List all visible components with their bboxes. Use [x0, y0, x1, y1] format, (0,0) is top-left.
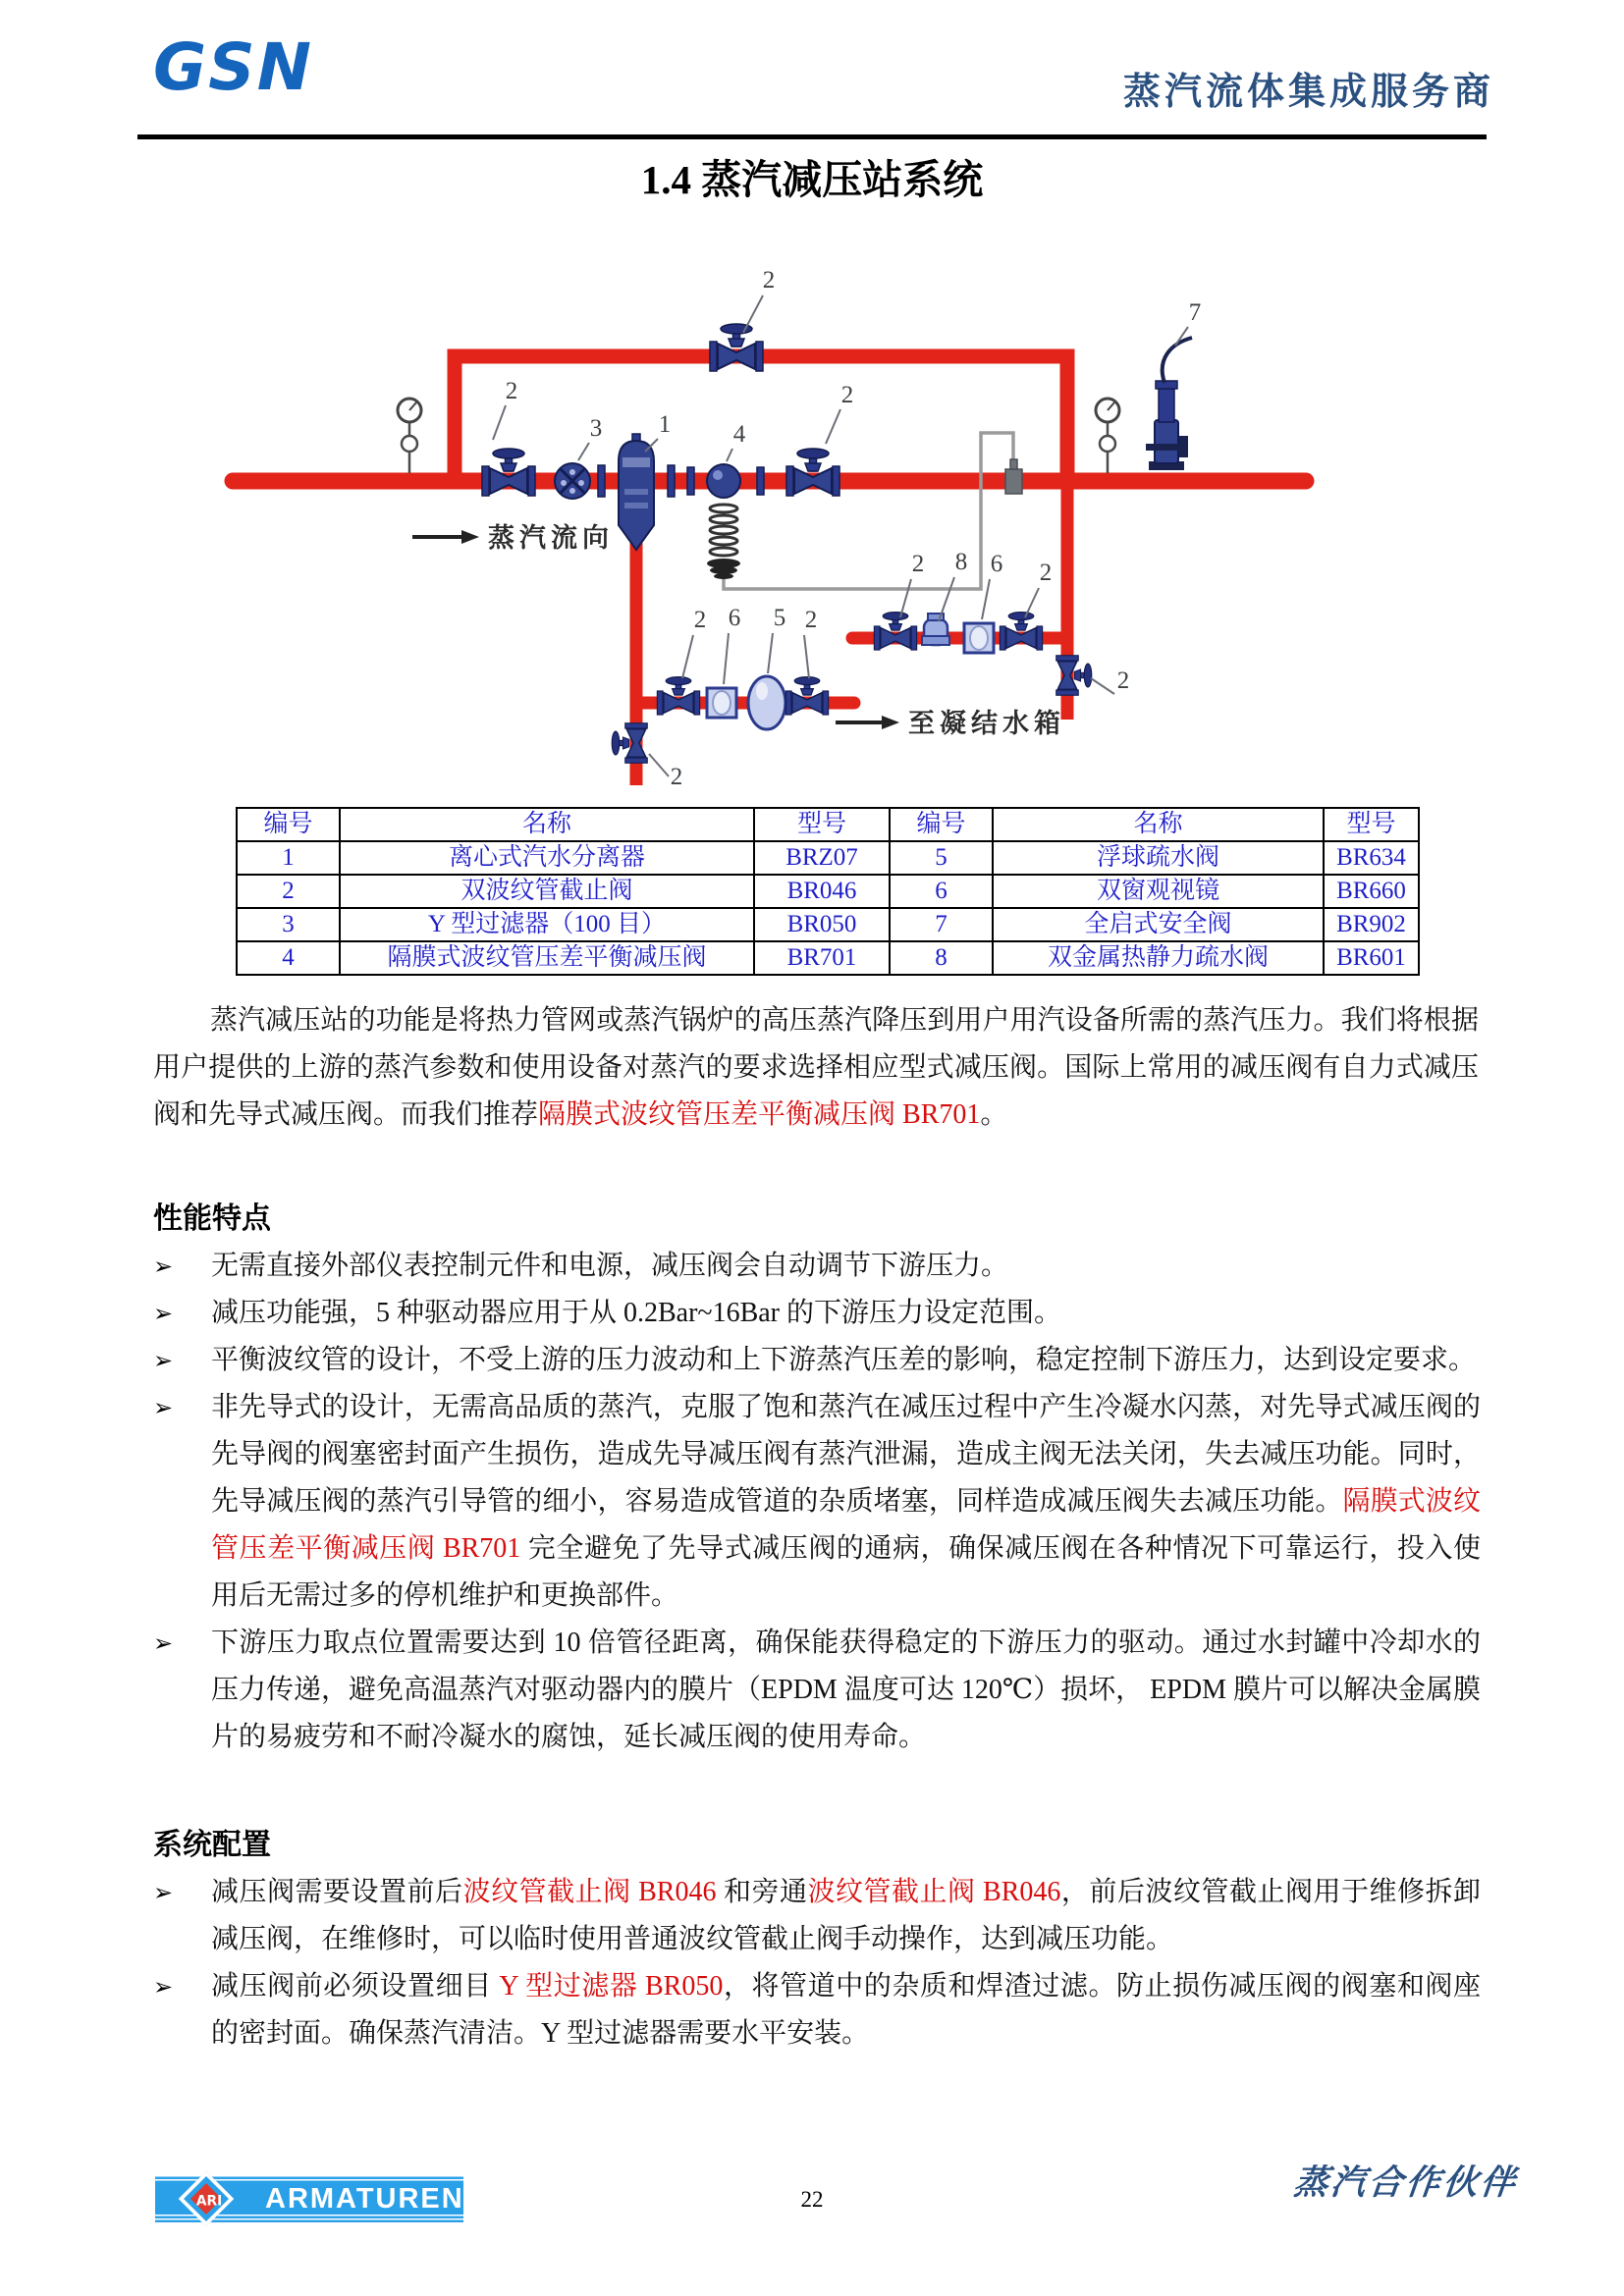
callout-number: 1 [658, 411, 672, 438]
callout-leader-line [939, 577, 954, 621]
callout-leader-line [727, 449, 732, 461]
table-cell: 浮球疏水阀 [993, 841, 1324, 875]
bullet-text [211, 1620, 1481, 1761]
table-cell: 5 [890, 841, 993, 875]
callout-number: 7 [1188, 299, 1202, 326]
table-cell: BR634 [1324, 841, 1419, 875]
callout-leader-line [768, 633, 773, 673]
callout-leader-line [578, 443, 589, 460]
bullet-item [153, 1620, 1481, 1761]
body-text-segment: 下游压力取点位置需要达到 10 倍管径距离，确保能获得稳定的下游压力的驱动。通过水封罐中冷却水的压力传递，避免高温蒸汽对驱动器内的膜片（EPDM 温度可达 120℃）损坏， EPDM 膜片可以解决金属膜片的易疲劳和不耐冷凝水的腐蚀，延长减压阀的使用寿命。 [211, 1628, 1481, 1752]
pressure-gauge-left [398, 399, 421, 473]
callout-number: 6 [990, 551, 1003, 577]
component-table-body [237, 841, 1419, 975]
body-text-segment: ，前后波纹管截止阀用于维修拆卸减压阀，在维修时，可以临时使用普通波纹管截止阀手动操作，达到减压功能。 [211, 1877, 1481, 1954]
page-title: 1.4 蒸汽减压站系统 [640, 157, 984, 202]
table-cell: BR050 [754, 908, 890, 941]
callout-leader-line [900, 579, 911, 617]
callout-number: 2 [804, 607, 818, 633]
table-row [237, 841, 1419, 875]
page-number: 22 [800, 2187, 824, 2212]
flow-direction [412, 522, 614, 553]
intro-paragraph [153, 997, 1479, 1139]
highlight-red-text: 波纹管截止阀 BR046 [462, 1877, 717, 1907]
table-row [237, 908, 1419, 941]
callout-leader-line [804, 635, 809, 678]
bullet-marker-icon: ➢ [153, 1629, 174, 1657]
table-header-cell: 型号 [754, 808, 890, 841]
table-cell: 3 [237, 908, 340, 941]
table-row [237, 941, 1419, 975]
table-cell: BR902 [1324, 908, 1419, 941]
callout-leader-line [982, 579, 990, 619]
body-text-segment: 无需直接外部仪表控制元件和电源，减压阀会自动调节下游压力。 [211, 1251, 1009, 1281]
ari-brand-text: ARMATUREN [265, 2183, 464, 2215]
bullet-item [153, 1290, 1481, 1337]
highlight-red-text: 隔膜式波纹管压差平衡减压阀 BR701 [211, 1486, 1481, 1564]
header-slogan: 蒸汽流体集成服务商 [1122, 72, 1494, 113]
callout-leader-line [649, 754, 669, 776]
performance-bullet-list [153, 1243, 1481, 1761]
y-strainer [555, 463, 590, 499]
bullet-item [153, 1384, 1481, 1620]
callout-leader-line [493, 405, 506, 440]
steam-separator [619, 434, 654, 550]
flow-label: 蒸汽流向 [488, 523, 614, 553]
table-cell: Y 型过滤器（100 目） [340, 908, 754, 941]
bullet-marker-icon: ➢ [153, 1973, 174, 2001]
callout-number: 2 [1039, 560, 1053, 586]
ari-diamond-icon: ARI [179, 2171, 235, 2227]
section-heading-performance: 性能特点 [153, 1202, 271, 1235]
table-cell: BRZ07 [754, 841, 890, 875]
table-cell: 隔膜式波纹管压差平衡减压阀 [340, 941, 754, 975]
condensate-label: 至凝结水箱 [908, 709, 1065, 738]
table-cell: BR660 [1324, 875, 1419, 908]
bimetal-trap [922, 614, 949, 645]
table-cell: 离心式汽水分离器 [340, 841, 754, 875]
table-cell: 2 [237, 875, 340, 908]
bullet-item [153, 1869, 1481, 1963]
bullet-text [211, 1384, 1481, 1620]
component-table-head-row [237, 808, 1419, 841]
bullet-item [153, 1243, 1481, 1290]
table-row [237, 875, 1419, 908]
callout-leader-line [826, 409, 840, 444]
table-cell: BR601 [1324, 941, 1419, 975]
callout-number: 2 [911, 551, 925, 577]
table-cell: BR046 [754, 875, 890, 908]
bullet-item [153, 1337, 1481, 1384]
piping-diagram [0, 243, 1624, 809]
highlight-red-text: 波纹管截止阀 BR046 [807, 1877, 1061, 1907]
callout-number: 2 [693, 607, 707, 633]
table-header-cell: 名称 [993, 808, 1324, 841]
callout-number: 5 [773, 605, 786, 631]
bullet-text [211, 1243, 1481, 1290]
impulse-line [724, 433, 1013, 589]
callout-number: 4 [732, 421, 746, 448]
table-cell: 6 [890, 875, 993, 908]
table-cell: 双金属热静力疏水阀 [993, 941, 1324, 975]
safety-valve [1146, 338, 1192, 470]
callout-number: 6 [728, 605, 741, 631]
callout-leader-line [724, 633, 729, 684]
bullet-marker-icon: ➢ [153, 1300, 174, 1327]
pressure-tap-fitting [1005, 459, 1022, 494]
bullet-text [211, 1337, 1481, 1384]
table-cell: 7 [890, 908, 993, 941]
table-cell: BR701 [754, 941, 890, 975]
callout-number: 2 [505, 378, 518, 404]
body-text-segment: 减压功能强，5 种驱动器应用于从 0.2Bar~16Bar 的下游压力设定范围。 [211, 1298, 1062, 1328]
table-header-cell: 编号 [237, 808, 340, 841]
bypass-stop-valve [710, 324, 763, 371]
body-text-segment: 和旁通 [716, 1877, 808, 1907]
body-text-segment: 平衡波纹管的设计，不受上游的压力波动和上下游蒸汽压差的影响，稳定控制下游压力，达到设定要求。 [211, 1345, 1477, 1375]
callout-number: 2 [840, 382, 854, 408]
table-header-cell: 名称 [340, 808, 754, 841]
sight-glass [964, 623, 994, 653]
pressure-gauge-right [1096, 399, 1119, 473]
component-table [236, 807, 1420, 976]
bullet-text [211, 1963, 1481, 2057]
body-text-segment: 。 [980, 1099, 1008, 1130]
header-divider [137, 134, 1487, 139]
highlight-red-text: 隔膜式波纹管压差平衡减压阀 BR701 [538, 1099, 981, 1130]
section-heading-configuration: 系统配置 [153, 1829, 271, 1861]
table-cell: 全启式安全阀 [993, 908, 1324, 941]
body-text-segment: 减压阀需要设置前后 [211, 1877, 463, 1907]
pressure-reducing-valve [707, 464, 740, 579]
callout-leader-line [1025, 588, 1039, 617]
body-text-segment: 蒸汽减压站的功能是将热力管网或蒸汽锅炉的高压蒸汽降压到用户用汽设备所需的蒸汽压力。我们将根据用户提供的上游的蒸汽参数和使用设备对蒸汽的要求选择相应型式减压阀。国际上常用的减压阀有自力式减压阀和先导式减压阀。而我们推荐 [153, 1005, 1479, 1130]
bullet-marker-icon: ➢ [153, 1253, 174, 1280]
bullet-marker-icon: ➢ [153, 1879, 174, 1906]
callout-leader-line [1091, 678, 1114, 694]
callout-number: 8 [954, 549, 968, 575]
bullet-marker-icon: ➢ [153, 1347, 174, 1374]
bullet-text [211, 1869, 1481, 1963]
table-cell: 双波纹管截止阀 [340, 875, 754, 908]
table-cell: 1 [237, 841, 340, 875]
callout-leader-line [743, 295, 763, 333]
table-header-cell: 型号 [1324, 808, 1419, 841]
bullet-item [153, 1963, 1481, 2057]
table-header-cell: 编号 [890, 808, 993, 841]
body-text-segment: 减压阀前必须设置细目 [211, 1971, 500, 2002]
gsn-logo: GSN [153, 29, 313, 105]
table-cell: 8 [890, 941, 993, 975]
to-condensate-tank [836, 709, 1065, 738]
callout-leader-line [682, 635, 693, 678]
body-text-segment: ，将管道中的杂质和焊渣过滤。防止损伤减压阀的阀塞和阀座的密封面。确保蒸汽清洁。Y 型过滤器需要水平安装。 [211, 1971, 1481, 2049]
callout-number: 3 [589, 415, 603, 442]
float-trap [748, 676, 785, 729]
sight-glass [707, 688, 736, 718]
body-text-segment: 非先导式的设计，无需高品质的蒸汽，克服了饱和蒸汽在减压过程中产生冷凝水闪蒸，对先导式减压阀的先导阀的阀塞密封面产生损伤，造成先导减压阀有蒸汽泄漏，造成主阀无法关闭，失去减压功能。同时，先导减压阀的蒸汽引导管的细小，容易造成管道的杂质堵塞，同样造成减压阀失去减压功能。 [211, 1392, 1481, 1517]
callout-number: 2 [1116, 667, 1130, 694]
callout-number: 2 [670, 764, 683, 790]
configuration-bullet-list [153, 1869, 1481, 2057]
bullet-marker-icon: ➢ [153, 1394, 174, 1421]
bullet-text [211, 1290, 1481, 1337]
highlight-red-text: Y 型过滤器 BR050 [499, 1971, 724, 2002]
footer-partner-slogan: 蒸汽合作伙伴 [1291, 2163, 1520, 2202]
table-cell: 双窗观视镜 [993, 875, 1324, 908]
table-cell: 4 [237, 941, 340, 975]
body-text-segment: 完全避免了先导式减压阀的通病，确保减压阀在各种情况下可靠运行，投入使用后无需过多的停机维护和更换部件。 [211, 1533, 1481, 1611]
callout-number: 2 [762, 267, 776, 294]
